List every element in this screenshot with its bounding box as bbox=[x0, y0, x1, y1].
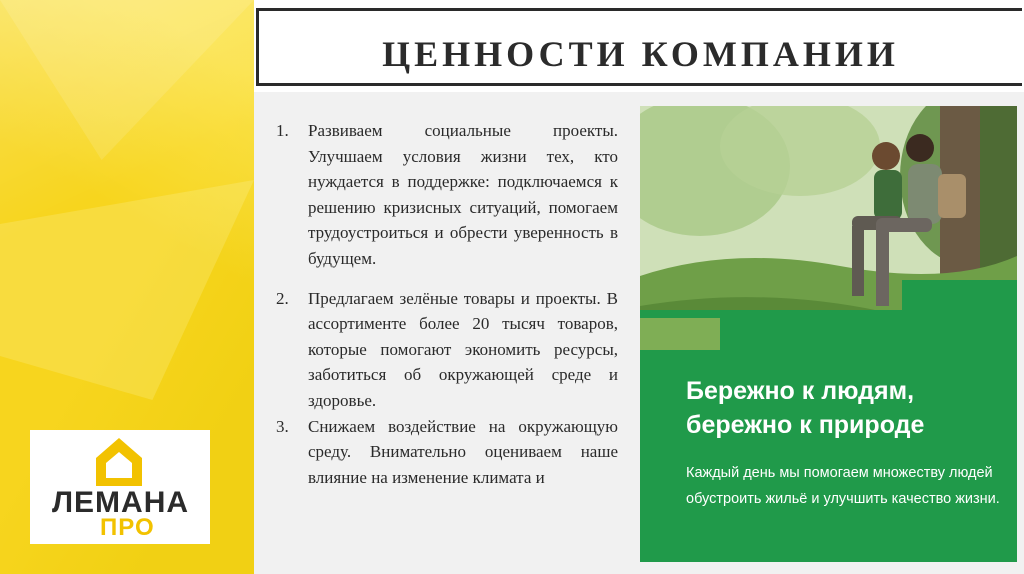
list-item bbox=[276, 286, 618, 414]
title-frame bbox=[256, 8, 1022, 86]
list-number: 3. bbox=[276, 416, 289, 436]
card-heading-line: Бережно к людям, bbox=[686, 377, 915, 405]
card-step bbox=[720, 312, 902, 318]
band-facet bbox=[0, 0, 254, 160]
photo-overhang bbox=[640, 318, 720, 354]
logo-word-1: ЛЕМАНА bbox=[52, 486, 190, 519]
logo-word-2: ПРО bbox=[100, 514, 155, 541]
page-title: ЦЕННОСТИ КОМПАНИИ bbox=[382, 34, 899, 74]
list-text: Снижаем воздействие на окружающую среду. Внимательно оцениваем наше влияние на изменение климата и bbox=[308, 416, 618, 487]
card-heading bbox=[686, 374, 1006, 442]
card-notch bbox=[640, 280, 903, 312]
list-number: 2. bbox=[276, 288, 289, 308]
company-logo bbox=[30, 430, 210, 544]
card-body-text: Каждый день мы помогаем множеству людей обустроить жильё и улучшить качество жизни. bbox=[686, 465, 1000, 507]
house-logo-icon bbox=[94, 436, 144, 488]
values-list bbox=[276, 118, 618, 490]
card-step bbox=[902, 280, 1017, 312]
card-heading-line: бережно к природе bbox=[686, 411, 925, 439]
card-top-edge bbox=[640, 350, 1017, 358]
list-number: 1. bbox=[276, 121, 289, 140]
list-text: Развиваем социальные проекты. Улучшаем условия жизни тех, кто нуждается в поддержке: подключаемся к решению кризисных ситуаций, помогаем трудоустроиться и обрести уверенность в будущем. bbox=[308, 121, 618, 268]
list-item bbox=[276, 118, 618, 272]
list-text: Предлагаем зелёные товары и проекты. В ассортименте более 20 тысяч товаров, которые помогают экономить ресурсы, заботиться об окружающей среде и здоровье. bbox=[308, 288, 618, 410]
list-item bbox=[276, 414, 618, 491]
band-facet bbox=[0, 180, 254, 400]
